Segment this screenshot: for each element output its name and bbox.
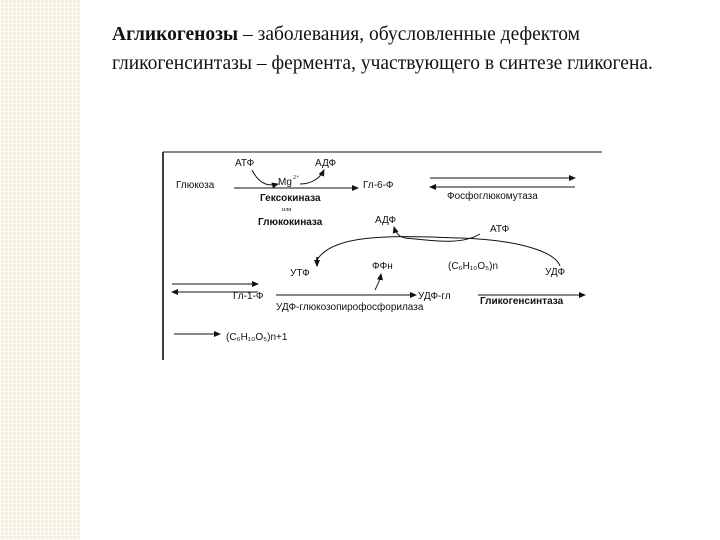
atp-consumption-arrow [252, 170, 278, 185]
glycogen-synthesis-scheme [160, 150, 605, 362]
hexokinase-label: Гексокиназа [260, 193, 321, 204]
gl6f-label: Гл-6-Ф [363, 180, 394, 191]
glucokinase-label: Глюкокиназа [258, 217, 323, 228]
glycogen-synthase-label: Гликогенсинтаза [480, 296, 564, 307]
atp-label-1: АТФ [235, 158, 255, 169]
mg-label: Mg [278, 177, 292, 188]
decorative-side-strip [0, 0, 80, 540]
slide-heading-term: Агликогенозы [112, 24, 239, 45]
glycogen-n-label: (C₆H₁₀O₅)n [448, 261, 499, 272]
phosphoglucomutase-label: Фосфоглюкомутаза [447, 191, 538, 202]
udpgl-label: УДФ-гл [418, 291, 451, 302]
udp-pyrophosphorylase-label: УДФ-глюкозопирофосфорилаза [276, 302, 424, 313]
mg-superscript: 2+ [293, 175, 300, 181]
adp-label-2: АДФ [375, 215, 397, 226]
glycogen-n1-label: (C₆H₁₀O₅)n+1 [226, 332, 288, 343]
udp-label: УДФ [545, 267, 566, 278]
adp-release-arrow [300, 170, 324, 184]
glucose-label: Глюкоза [176, 180, 215, 191]
utp-label: УТФ [290, 268, 310, 279]
or-label: или [282, 207, 292, 213]
atp-label-2: АТФ [490, 224, 510, 235]
slide-text [112, 20, 692, 78]
gl1f-label: Гл-1-Ф [233, 291, 264, 302]
ppn-release-arrow [375, 274, 381, 290]
adp-label-1: АДФ [315, 158, 337, 169]
scheme-svg [160, 150, 605, 362]
ppn-label: ФФн [372, 261, 393, 272]
slide-heading-definition: – заболевания, обусловленные дефектом гликогенсинтазы – фермента, участвующего в синтезе гликогена. [112, 24, 653, 74]
